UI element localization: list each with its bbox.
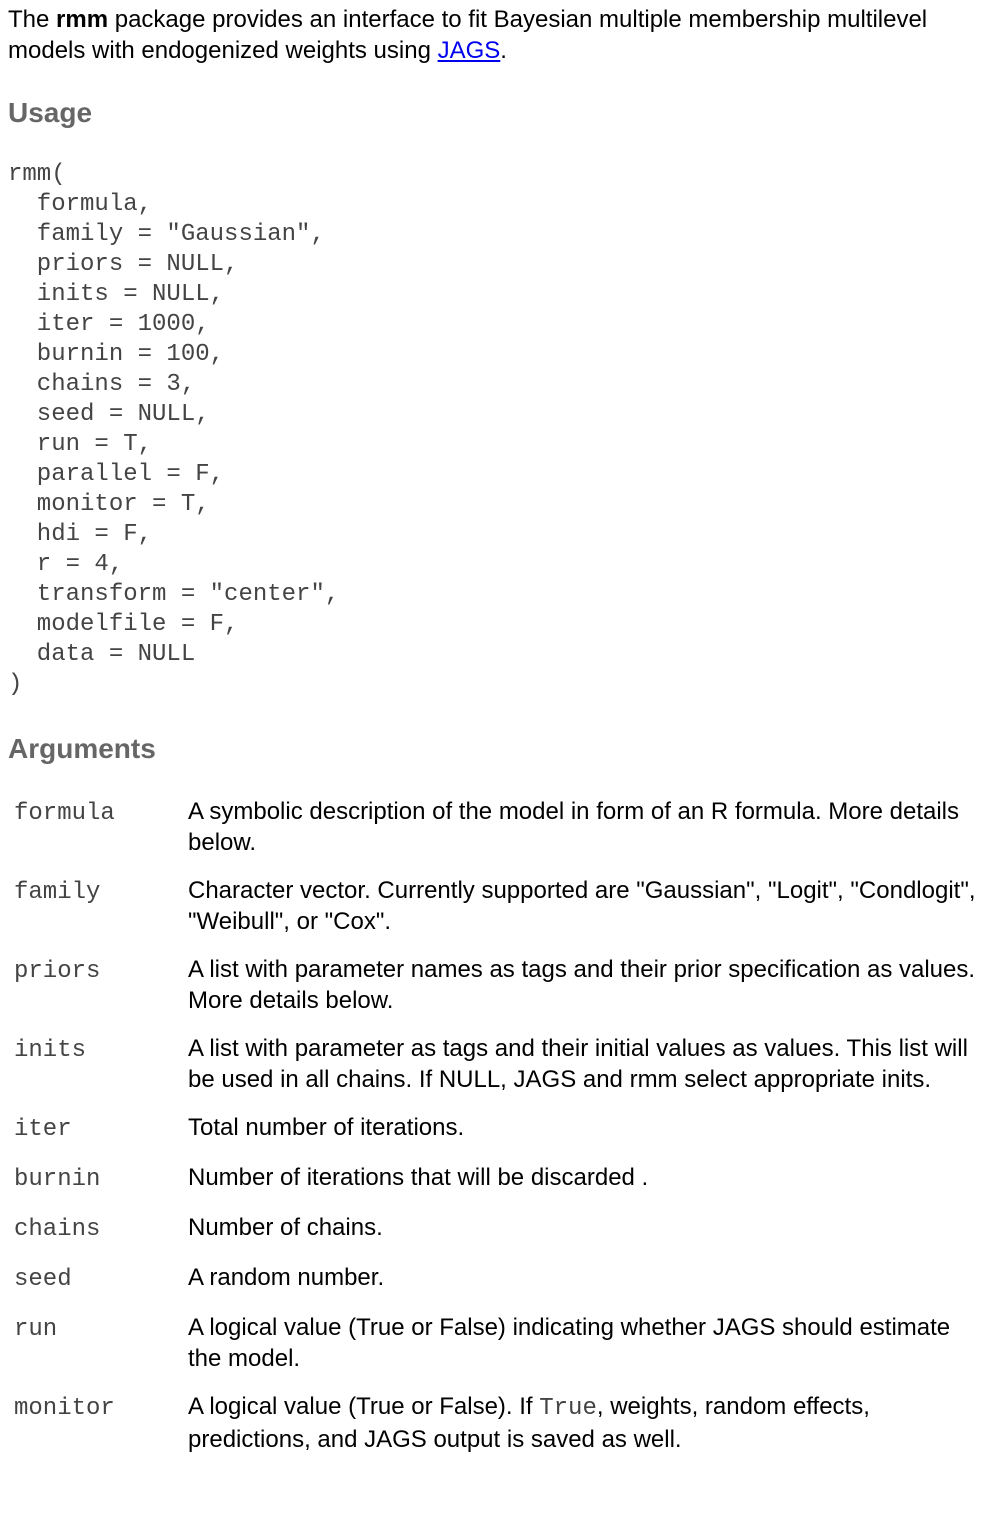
argument-row-monitor (8, 1391, 988, 1472)
intro-suffix: . (500, 37, 507, 64)
argument-name: seed (14, 1266, 72, 1293)
arguments-heading: Arguments (8, 733, 156, 764)
package-name: rmm (56, 6, 109, 33)
argument-description: A symbolic description of the model in form of an R formula. More details below. (188, 798, 959, 856)
argument-row-inits (8, 1033, 988, 1112)
argument-name: iter (14, 1116, 72, 1143)
arguments-table (8, 796, 988, 1472)
argument-description: A random number. (188, 1264, 385, 1291)
argument-name: chains (14, 1216, 101, 1243)
monitor-desc-after: , weights, random effects, predictions, and JAGS output is saved as well. (188, 1393, 870, 1453)
usage-code-block: rmm( formula, family = "Gaussian", priors = NULL, inits = NULL, iter = 1000, burnin = 100, chains = 3, seed = NULL, run = T, parallel = F, monitor = T, hdi = F, r = 4, transform = "center", modelfile = F, data = NULL ) (8, 161, 340, 698)
argument-name: monitor (14, 1395, 115, 1422)
intro-paragraph (8, 4, 989, 66)
argument-row-family (8, 875, 988, 954)
intro-prefix: The (8, 6, 57, 33)
argument-description: A logical value (True or False) indicating whether JAGS should estimate the model. (188, 1314, 951, 1372)
usage-heading: Usage (8, 97, 93, 128)
argument-name: formula (14, 800, 115, 827)
argument-description: Total number of iterations. (188, 1114, 465, 1141)
argument-name: family (14, 879, 101, 906)
inline-code-true: True (539, 1395, 597, 1422)
argument-row-formula (8, 796, 988, 875)
argument-row-iter (8, 1112, 988, 1162)
jags-link[interactable]: JAGS (437, 37, 501, 64)
argument-description: A list with parameter names as tags and their prior specification as values. More details below. (188, 956, 976, 1014)
argument-name: priors (14, 958, 101, 985)
argument-row-chains (8, 1212, 988, 1262)
argument-name: burnin (14, 1166, 101, 1193)
argument-description: Number of chains. (188, 1214, 383, 1241)
argument-row-run (8, 1312, 988, 1391)
intro-middle: package provides an interface to fit Bayesian multiple membership multilevel models with endogenized weights using (8, 6, 928, 64)
argument-description: A list with parameter as tags and their initial values as values. This list will be used in all chains. If NULL, JAGS and rmm select appropriate inits. (188, 1035, 968, 1093)
argument-name: inits (14, 1037, 87, 1064)
argument-description: Character vector. Currently supported are "Gaussian", "Logit", "Condlogit", "Weibull", or "Cox". (188, 877, 976, 935)
argument-row-priors (8, 954, 988, 1033)
argument-description (188, 1391, 988, 1472)
argument-name: run (14, 1316, 58, 1343)
argument-row-burnin (8, 1162, 988, 1212)
argument-description: Number of iterations that will be discarded . (188, 1164, 649, 1191)
monitor-desc-before: A logical value (True or False). If (188, 1393, 540, 1420)
argument-row-seed (8, 1262, 988, 1312)
